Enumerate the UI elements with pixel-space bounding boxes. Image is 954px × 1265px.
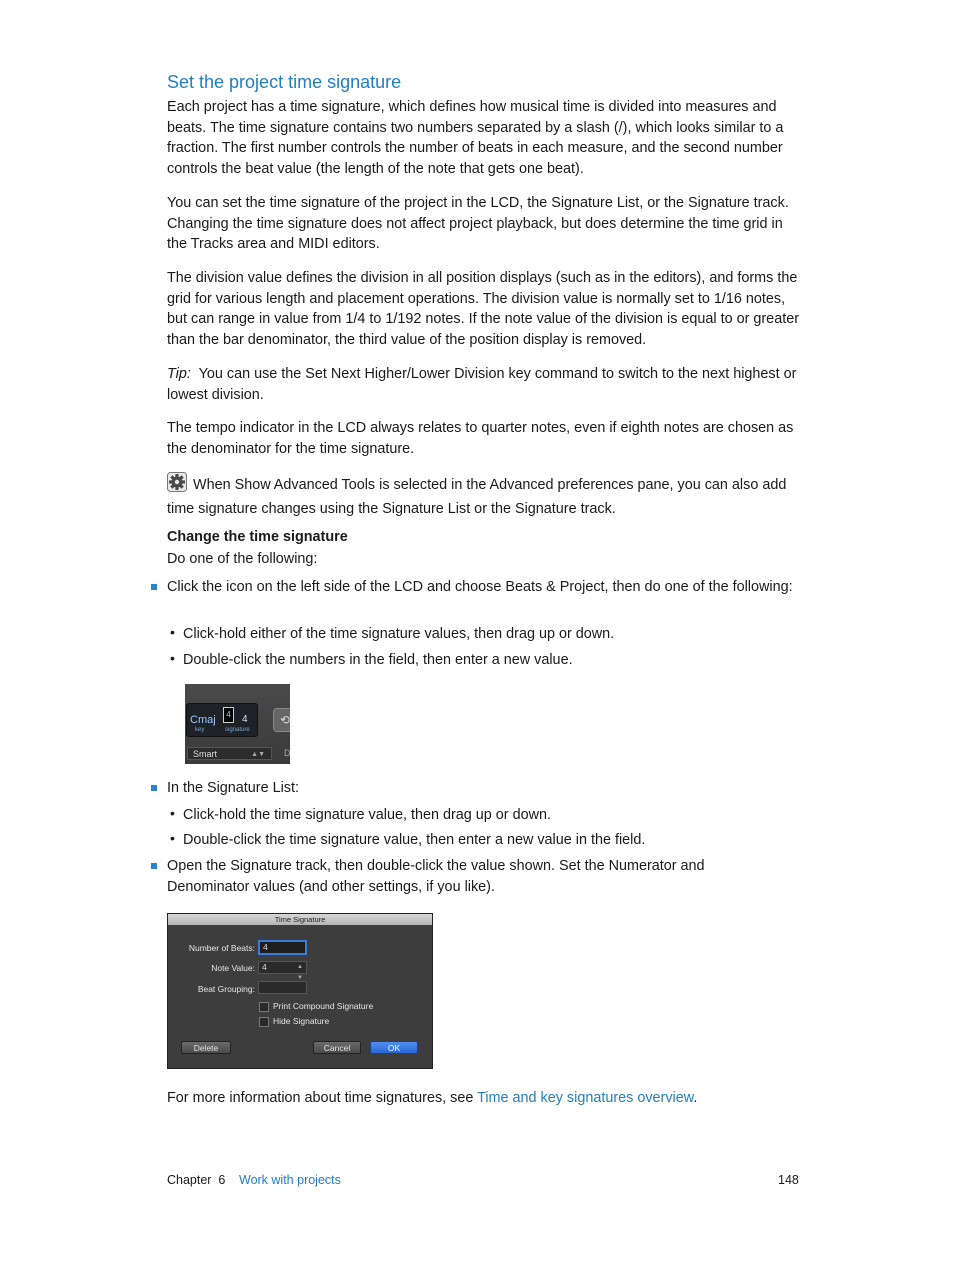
hide-signature-label: Hide Signature [273,1016,330,1026]
more-info-text: For more information about time signatures, see [167,1090,478,1106]
clipped-label: D [284,748,290,758]
task-heading: Change the time signature [167,529,348,545]
tip-paragraph [167,364,802,405]
bullet-marker [151,584,157,590]
intro-paragraph: Each project has a time signature, which defines how musical time is divided into measures and beats. The time signature contains two numbers separated by a slash (/), which looks similar to a fraction. The first number controls the number of beats in each measure, and the second number controls the beat value (the length of the note that gets one beat). [167,99,784,178]
lcd-paragraph: You can set the time signature of the project in the LCD, the Signature List, or the Signature track. Changing the time signature does not affect project playback, but does determine the time grid in the Tracks area and MIDI editors. [167,195,789,253]
bullet-3-text: Open the Signature track, then double-click the value shown. Set the Numerator and Denominator values (and other settings, if you like). [167,858,705,895]
footer-chapter-link[interactable]: Work with projects [239,1173,341,1187]
lcd-signature-label: signature [225,727,250,733]
tempo-paragraph: The tempo indicator in the LCD always relates to quarter notes, even if eighth notes are chosen as the denominator for the time signature. [167,420,794,457]
cancel-button[interactable]: Cancel [313,1041,361,1054]
lcd-signature-denominator[interactable]: 4 [242,714,248,725]
lcd-key-value[interactable]: Cmaj [190,714,216,726]
bullet-2-sub-2: Double-click the time signature value, then enter a new value in the field. [183,832,646,848]
lcd-signature-numerator[interactable]: 4 [223,707,234,723]
bullet-1-sub-1: Click-hold either of the time signature values, then drag up or down. [183,626,615,642]
hide-signature-checkbox[interactable] [259,1017,269,1027]
note-value-label: Note Value: [211,963,255,973]
delete-button[interactable]: Delete [181,1041,231,1054]
tip-label: Tip: [167,366,191,382]
bullet-marker [151,785,157,791]
compound-signature-checkbox[interactable] [259,1002,269,1012]
time-signature-dialog [167,913,433,1069]
more-info-paragraph [167,1088,802,1109]
bullet-1-sub-2: Double-click the numbers in the field, then enter a new value. [183,652,573,668]
time-key-signatures-link[interactable]: Time and key signatures overview [477,1090,694,1106]
advanced-text: When Show Advanced Tools is selected in the Advanced preferences pane, you can also add time signature changes using the Signature List or the Signature track. [167,477,787,517]
bullet-marker [151,863,157,869]
sub-bullet-marker: • [170,650,175,666]
sub-bullet-marker: • [170,805,175,821]
note-value: 4 [262,962,267,972]
snap-mode-select[interactable] [187,747,272,760]
stepper-icon: ▲ ▼ [297,964,303,981]
lcd-screenshot [185,684,290,764]
beat-grouping-input[interactable] [258,981,307,994]
cycle-icon[interactable]: ⟲ [273,708,290,732]
beat-grouping-label: Beat Grouping: [197,984,255,994]
page-number: 148 [778,1173,799,1187]
stepper-icon: ▲▼ [251,751,265,758]
lcd-key-label: key [195,727,205,733]
sub-bullet-marker: • [170,624,175,640]
bullet-2-text: In the Signature List: [167,780,299,796]
tip-text: You can use the Set Next Higher/Lower Division key command to switch to the next highest or lowest division. [167,366,797,403]
advanced-paragraph [167,472,802,519]
snap-mode-value: Smart [193,749,218,759]
note-value-select[interactable] [258,961,307,981]
compound-signature-label: Print Compound Signature [273,1001,374,1011]
lcd-display [186,703,258,737]
more-info-end: . [693,1090,698,1106]
ok-button[interactable]: OK [370,1041,418,1054]
beats-input[interactable]: 4 [258,940,307,955]
sub-bullet-marker: • [170,830,175,846]
gear-icon [167,472,187,499]
division-paragraph: The division value defines the division in all position displays (such as in the editors), and forms the grid for various length and placement operations. The division value is normally set to 1/16 notes, but can range in value from 1/4 to 1/192 notes. If the note value of the division is equal to or greater than the bar denominator, the third value of the position display is removed. [167,270,799,349]
footer-chapter: Chapter 6 [167,1173,226,1187]
dialog-title: Time Signature [168,914,432,925]
section-heading: Set the project time signature [167,72,402,92]
beats-label: Number of Beats: [188,943,255,953]
bullet-1-text: Click the icon on the left side of the LCD and choose Beats & Project, then do one of the following: [167,579,793,595]
bullet-2-sub-1: Click-hold the time signature value, then drag up or down. [183,807,551,823]
task-intro: Do one of the following: [167,551,318,567]
